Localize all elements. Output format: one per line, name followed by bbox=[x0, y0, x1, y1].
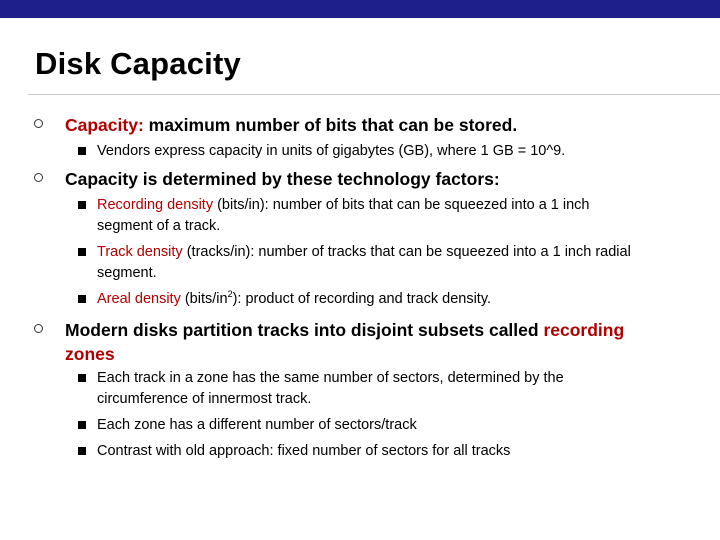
circle-bullet-icon bbox=[34, 324, 43, 333]
square-bullet-icon bbox=[78, 447, 86, 455]
term-track-density: Track density bbox=[97, 244, 183, 260]
term-recording-density: Recording density bbox=[97, 197, 214, 213]
sub-bullet-zone-sectors bbox=[97, 368, 637, 410]
square-bullet-icon bbox=[78, 374, 86, 382]
sub-bullet-track-density bbox=[97, 242, 637, 284]
sub-bullet-zone-different bbox=[97, 415, 637, 436]
top-bar bbox=[0, 0, 720, 18]
bullet-recording-zones bbox=[65, 318, 665, 366]
sub-bullet-text: Each track in a zone has the same number of sectors, determined by the circumference of innermost track. bbox=[97, 370, 564, 407]
circle-bullet-icon bbox=[34, 173, 43, 182]
square-bullet-icon bbox=[78, 201, 86, 209]
sub-bullet-text: (tracks/in): number of tracks that can be squeezed into a 1 inch radial segment. bbox=[97, 244, 631, 281]
circle-bullet-icon bbox=[34, 119, 43, 128]
sub-bullet-areal-density bbox=[97, 289, 637, 310]
square-bullet-icon bbox=[78, 147, 86, 155]
sub-bullet-text: Vendors express capacity in units of gigabytes (GB), where 1 GB = 10^9. bbox=[97, 143, 566, 159]
bullet-technology-factors bbox=[65, 167, 665, 191]
slide-title: Disk Capacity bbox=[35, 46, 241, 81]
sub-bullet-recording-density bbox=[97, 195, 637, 237]
sub-bullet-contrast bbox=[97, 441, 637, 462]
term-recording-zones: recording zones bbox=[65, 320, 625, 364]
square-bullet-icon bbox=[78, 295, 86, 303]
superscript: 2 bbox=[227, 289, 233, 300]
square-bullet-icon bbox=[78, 421, 86, 429]
sub-bullet-text: Contrast with old approach: fixed number of sectors for all tracks bbox=[97, 443, 511, 459]
term-areal-density: Areal density bbox=[97, 291, 181, 307]
sub-bullet-text: (bits/in): number of bits that can be squeezed into a 1 inch segment of a track. bbox=[97, 197, 590, 234]
sub-bullet-text: (bits/in bbox=[180, 291, 228, 307]
square-bullet-icon bbox=[78, 248, 86, 256]
term-capacity: Capacity: bbox=[65, 115, 144, 135]
sub-bullet-vendors bbox=[97, 141, 637, 162]
bullet-capacity bbox=[65, 113, 665, 137]
bullet-text: Modern disks partition tracks into disjoint subsets called bbox=[65, 320, 544, 340]
bullet-text: maximum number of bits that can be stored. bbox=[143, 115, 518, 135]
sub-bullet-text: Each zone has a different number of sectors/track bbox=[97, 417, 417, 433]
sub-bullet-text: ): product of recording and track density. bbox=[232, 291, 492, 307]
title-divider bbox=[28, 94, 720, 95]
bullet-text: Capacity is determined by these technology factors: bbox=[65, 169, 500, 189]
